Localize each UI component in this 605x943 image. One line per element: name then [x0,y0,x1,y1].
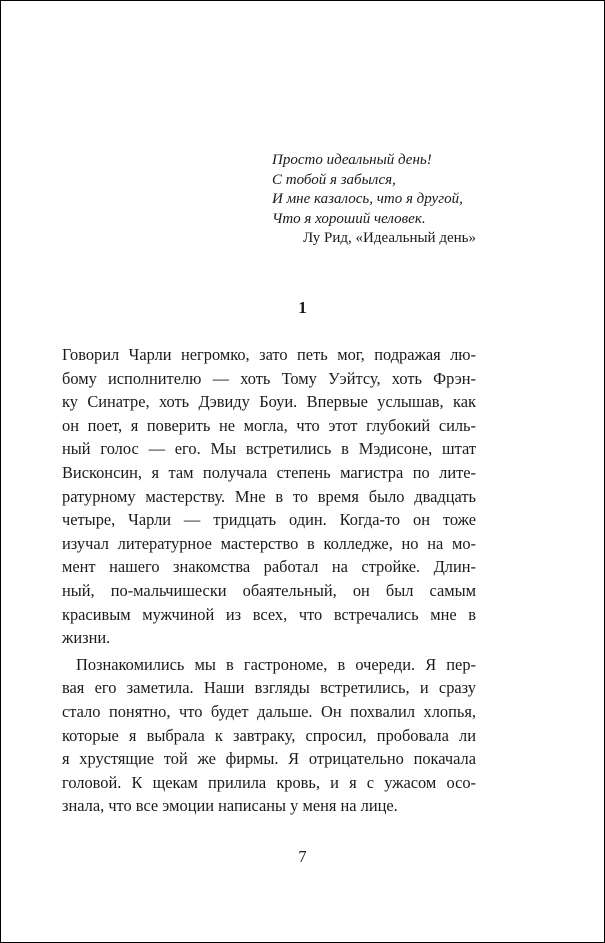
epigraph-line: С тобой я забылся, [272,171,396,188]
text-line: ку Синатре, хоть Дэвиду Боуи. Впервые услышав, как [62,392,476,412]
epigraph-line: Просто идеальный день! [272,152,432,168]
text-line: Говорил Чарли негромко, зато петь мог, подражая лю- [62,345,476,364]
epigraph-line: Что я хороший человек. [272,210,426,227]
text-line: мент нашего знакомства работал на стройке. Длин- [62,557,476,577]
text-line: бому исполнителю — хоть Тому Уэйтсу, хоть Фрэн- [62,368,476,388]
text-line: которые я выбрала к завтраку, спросил, пробовала ли [62,725,476,745]
text-line: знала, что все эмоции написаны у меня на лице. [62,796,398,816]
text-line: четыре, Чарли — тридцать один. Когда-то он тоже [62,510,476,530]
chapter-number: 1 [298,298,307,317]
epigraph-attribution: Лу Рид, «Идеальный день» [302,230,476,246]
page-number: 7 [298,847,307,866]
epigraph [272,151,482,249]
text-line: Познакомились мы в гастрономе, в очереди. Я пер- [76,654,476,674]
text-line: ный, по-мальчишески обаятельный, он был самым [62,580,476,600]
text-line: ный голос — его. Мы встретились в Мэдисоне, штат [62,439,476,459]
text-line: вая его заметила. Наши взгляды встретились, и сразу [62,678,476,698]
epigraph-line: И мне казалось, что я другой, [272,191,463,207]
body-text [62,343,476,818]
text-line: изучал литературное мастерство в колледже, но на мо- [62,533,476,553]
text-line: Висконсин, я там получала степень магистра по лите- [62,462,476,482]
text-line: я хрустящие той же фирмы. Я отрицательно покачала [62,749,476,769]
text-line: стало понятно, что будет дальше. Он похвалил хлопья, [62,701,476,721]
text-line: он поет, я поверить не могла, что этот глубокий силь- [62,415,476,435]
text-line: ратурному мастерству. Мне в то время было двадцать [62,486,476,506]
text-line: жизни. [62,628,111,648]
text-line: головой. К щекам прилила кровь, и я с ужасом осо- [62,772,476,792]
text-line: красивым мужчиной из всех, что встречались мне в [62,604,476,624]
